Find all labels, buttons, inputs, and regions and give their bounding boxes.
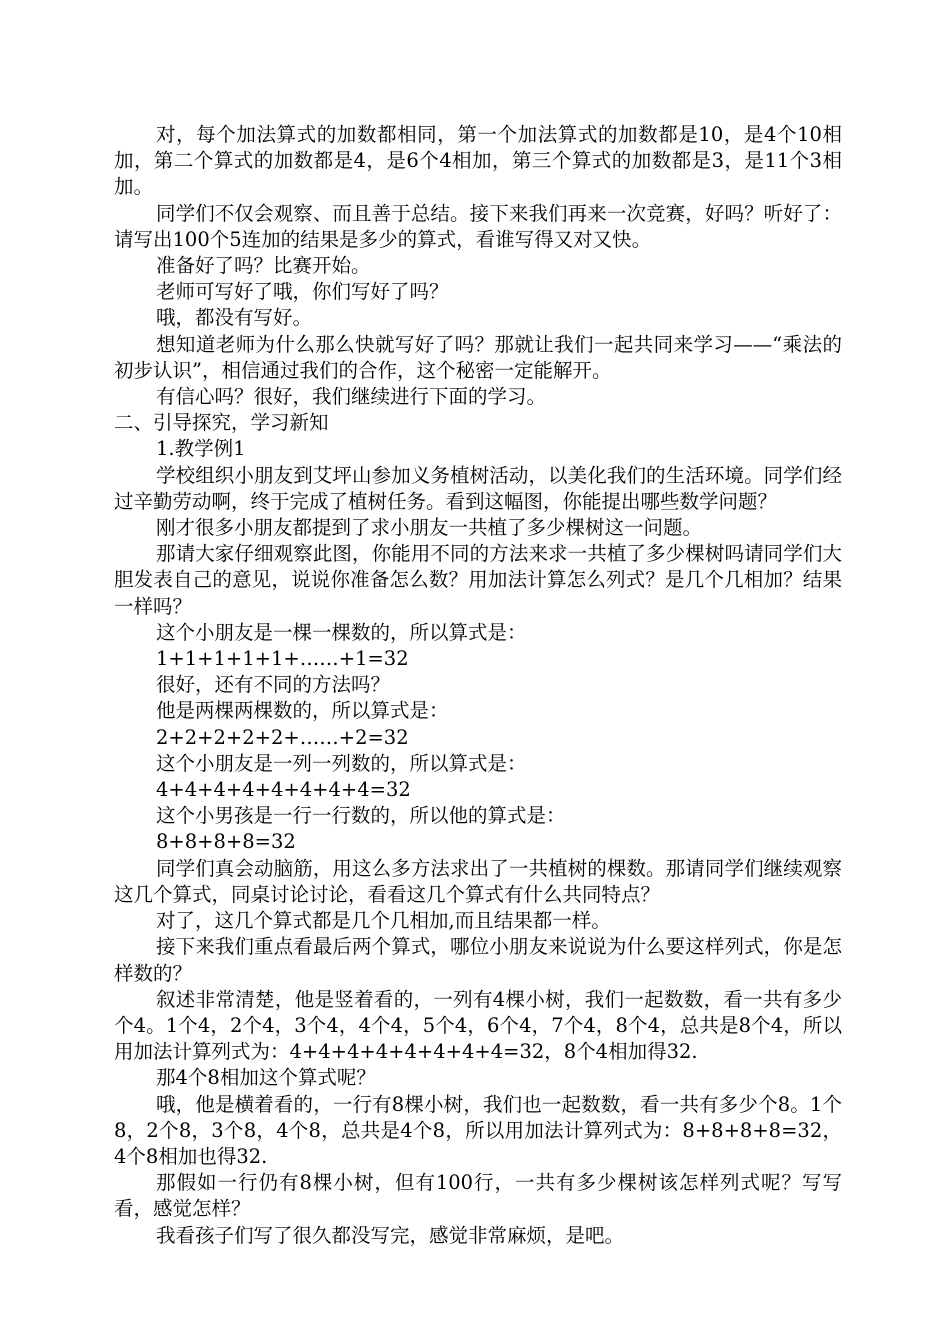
document-body — [114, 122, 842, 1249]
paragraph: 哦，都没有写好。 — [156, 306, 313, 330]
paragraph: 这个小朋友是一列一列数的，所以算式是： — [156, 751, 527, 775]
paragraph: 那请大家仔细观察此图，你能用不同的方法来求一共植了多少棵树吗请同学们大胆发表自己的意见，说说你准备怎么数？用加法计算怎么列式？是几个几相加？结果一样吗？ — [114, 542, 842, 618]
paragraph: 同学们真会动脑筋，用这么多方法求出了一共植树的棵数。那请同学们继续观察这几个算式，同桌讨论讨论，看看这几个算式有什么共同特点？ — [114, 856, 842, 906]
paragraph: 哦，他是横着看的，一行有8棵小树，我们也一起数数，看一共有多少个8。1个8，2个8，3个8，4个8，总共是4个8，所以用加法计算列式为：8+8+8+8=32，4个8相加也得32. — [114, 1092, 842, 1168]
paragraph: 叙述非常清楚，他是竖着看的，一列有4棵小树，我们一起数数，看一共有多少个4。1个4，2个4，3个4，4个4，5个4，6个4，7个4，8个4，总共是8个4，所以用加法计算列式为：4+4+4+4+4+4+4+4=32，8个4相加得32. — [114, 987, 842, 1064]
paragraph: 8+8+8+8=32 — [156, 830, 296, 854]
paragraph: 准备好了吗？比赛开始。 — [156, 254, 371, 278]
section-heading: 二、引导探究，学习新知 — [114, 411, 329, 435]
paragraph: 同学们不仅会观察、而且善于总结。接下来我们再来一次竞赛，好吗？听好了：请写出100个5连加的结果是多少的算式，看谁写得又对又快。 — [114, 201, 842, 251]
paragraph: 接下来我们重点看最后两个算式，哪位小朋友来说说为什么要这样列式，你是怎样数的？ — [114, 935, 842, 985]
paragraph: 他是两棵两棵数的，所以算式是： — [156, 699, 449, 723]
paragraph: 很好，还有不同的方法吗？ — [156, 673, 391, 697]
paragraph: 那4个8相加这个算式呢？ — [156, 1066, 376, 1090]
paragraph: 老师可写好了哦，你们写好了吗？ — [156, 280, 449, 304]
paragraph: 1.教学例1 — [156, 437, 246, 461]
paragraph: 2+2+2+2+2+……+2=32 — [156, 725, 409, 749]
paragraph: 想知道老师为什么那么快就写好了吗？那就让我们一起共同来学习——“乘法的初步认识”，相信通过我们的合作，这个秘密一定能解开。 — [114, 332, 842, 382]
paragraph: 1+1+1+1+1+……+1=32 — [156, 647, 409, 671]
paragraph: 那假如一行仍有8棵小树，但有100行，一共有多少棵树该怎样列式呢？写写看，感觉怎样？ — [114, 1171, 842, 1221]
paragraph: 有信心吗？很好，我们继续进行下面的学习。 — [156, 385, 547, 409]
paragraph: 我看孩子们写了很久都没写完，感觉非常麻烦，是吧。 — [156, 1223, 625, 1247]
paragraph: 4+4+4+4+4+4+4+4=32 — [156, 778, 411, 802]
paragraph: 对，每个加法算式的加数都相同，第一个加法算式的加数都是10，是4个10相加，第二个算式的加数都是4，是6个4相加，第三个算式的加数都是3，是11个3相加。 — [114, 123, 842, 199]
paragraph: 刚才很多小朋友都提到了求小朋友一共植了多少棵树这一问题。 — [156, 516, 703, 540]
paragraph: 这个小男孩是一行一行数的，所以他的算式是： — [156, 804, 566, 828]
paragraph: 对了，这几个算式都是几个几相加,而且结果都一样。 — [156, 909, 611, 933]
paragraph: 这个小朋友是一棵一棵数的，所以算式是： — [156, 620, 527, 644]
paragraph: 学校组织小朋友到艾坪山参加义务植树活动，以美化我们的生活环境。同学们经过辛勤劳动啊，终于完成了植树任务。看到这幅图，你能提出哪些数学问题？ — [114, 463, 842, 513]
